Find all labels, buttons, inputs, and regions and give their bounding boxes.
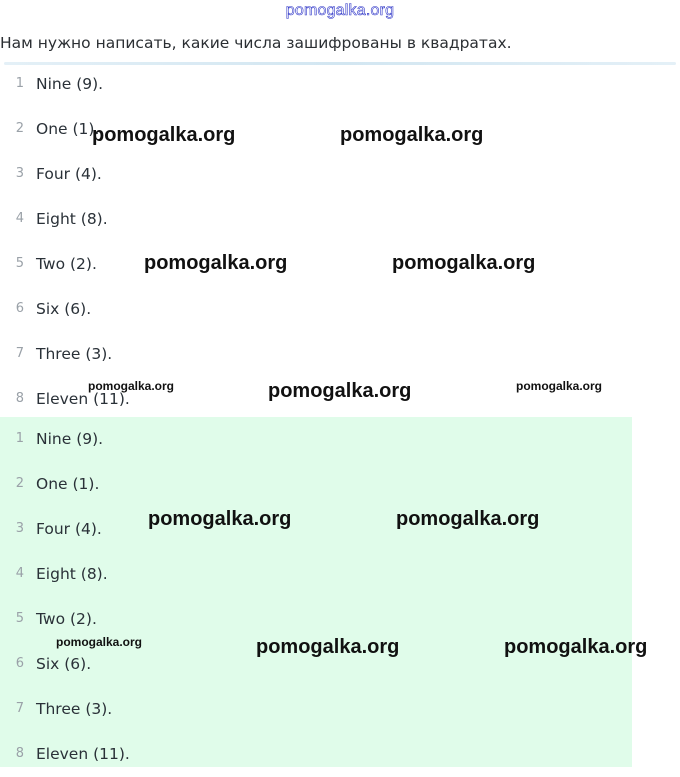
- line-number: 1: [15, 431, 24, 446]
- line-number: 7: [15, 346, 24, 361]
- answer-text: Two (2).: [36, 610, 97, 628]
- list-item: [0, 687, 632, 732]
- answer-text: Eleven (11).: [36, 390, 130, 408]
- answer-list-highlighted: [0, 417, 632, 767]
- answer-text: Six (6).: [36, 655, 92, 673]
- list-item: [0, 152, 632, 197]
- line-number: 2: [15, 121, 24, 136]
- line-number: 5: [15, 256, 24, 271]
- list-item: [0, 732, 632, 777]
- list-item: [0, 552, 632, 597]
- answer-text: Four (4).: [36, 520, 102, 538]
- intro-text: Нам нужно написать, какие числа зашифрованы в квадратах.: [0, 34, 512, 52]
- watermark: pomogalka.org: [340, 124, 484, 146]
- answer-text: One (1).: [36, 475, 100, 493]
- line-number: 4: [15, 211, 24, 226]
- answer-text: Eleven (11).: [36, 745, 130, 763]
- answer-text: One (1).: [36, 120, 100, 138]
- list-item: [0, 62, 632, 107]
- answer-text: Nine (9).: [36, 75, 104, 93]
- list-item: [0, 462, 632, 507]
- answer-text: Three (3).: [36, 700, 113, 718]
- answer-list-plain: [0, 62, 632, 422]
- watermark: pomogalka.org: [56, 635, 143, 649]
- answer-text: Eight (8).: [36, 210, 108, 228]
- line-number: 3: [15, 521, 24, 536]
- list-item: [0, 332, 632, 377]
- watermark: pomogalka.org: [504, 636, 648, 658]
- list-item: [0, 242, 632, 287]
- answer-text: Nine (9).: [36, 430, 104, 448]
- site-link[interactable]: pomogalka.org: [285, 2, 395, 19]
- watermark: pomogalka.org: [256, 636, 400, 658]
- list-item: [0, 417, 632, 462]
- answer-text: Three (3).: [36, 345, 113, 363]
- line-number: 8: [15, 746, 24, 761]
- line-number: 4: [15, 566, 24, 581]
- watermark: pomogalka.org: [516, 379, 603, 393]
- list-item: [0, 287, 632, 332]
- watermark: pomogalka.org: [392, 252, 536, 274]
- line-number: 2: [15, 476, 24, 491]
- watermark: pomogalka.org: [88, 379, 175, 393]
- watermark: pomogalka.org: [144, 252, 288, 274]
- line-number: 1: [15, 76, 24, 91]
- watermark: pomogalka.org: [92, 124, 236, 146]
- line-number: 6: [15, 656, 24, 671]
- answer-text: Eight (8).: [36, 565, 108, 583]
- list-item: [0, 197, 632, 242]
- line-number: 6: [15, 301, 24, 316]
- line-number: 5: [15, 611, 24, 626]
- line-number: 3: [15, 166, 24, 181]
- watermark: pomogalka.org: [396, 508, 540, 530]
- line-number: 8: [15, 391, 24, 406]
- answer-text: Four (4).: [36, 165, 102, 183]
- answer-text: Six (6).: [36, 300, 92, 318]
- answer-text: Two (2).: [36, 255, 97, 273]
- watermark: pomogalka.org: [268, 380, 412, 402]
- watermark: pomogalka.org: [148, 508, 292, 530]
- line-number: 7: [15, 701, 24, 716]
